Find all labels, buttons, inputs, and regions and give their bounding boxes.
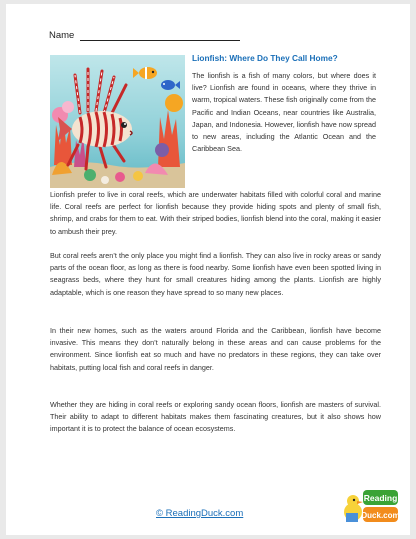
name-field	[49, 30, 240, 41]
paragraph-4: In their new homes, such as the waters around Florida and the Caribbean, lionfish have become invasive. This means they don’t naturally belong in these areas and can cause problems for the environment. Since lionfish eat so much and have no predators in these regions, they can take over habitats, putting local fish and coral reefs in danger.	[50, 326, 381, 372]
readingduck-logo	[342, 486, 400, 530]
worksheet-title: Lionfish: Where Do They Call Home?	[192, 53, 338, 63]
readingduck-link[interactable]: © ReadingDuck.com	[156, 508, 244, 519]
paragraph-3: But coral reefs aren’t the only place you might find a lionfish. They can also live in rocky areas or sandy parts of the ocean floor, as long as there is food nearby. Some lionfish have even been spotted living in seagrass beds, where they hunt for small creatures hiding among the plants. Lionfish are highly adaptable, which is one reason they have spread to so many new places.	[50, 251, 381, 297]
logo-word-duck: Duck.com	[361, 511, 400, 520]
paragraph-5: Whether they are hiding in coral reefs or exploring sandy ocean floors, lionfish are masters of survival. Their ability to adapt to different habitats makes them fascinating creatures, but it also shows how important it is to protect the balance of ocean ecosystems.	[50, 400, 381, 434]
name-label: Name	[49, 30, 75, 41]
paragraph-2: Lionfish prefer to live in coral reefs, which are underwater habitats filled with colorful coral and marine life. Coral reefs are perfect for lionfish because they provide hiding spots and plenty of small fish, shrimp, and crabs for them to eat. With their striped bodies, lionfish blend into the coral, making it easier to ambush their prey.	[50, 190, 381, 236]
paragraph-1: The lionfish is a fish of many colors, but where does it live? Lionfish are found in oceans, where they thrive in warm, tropical waters. These fish originally come from the Pacific and Indian Oceans, near countries like Australia, Japan, and Indonesia. However, lionfish have now spread to new areas, including the Atlantic Ocean and the Caribbean Sea.	[192, 71, 376, 154]
logo-word-reading: Reading	[363, 493, 398, 503]
lionfish-illustration	[50, 55, 185, 188]
worksheet-page	[6, 4, 410, 535]
name-line[interactable]	[80, 31, 240, 41]
